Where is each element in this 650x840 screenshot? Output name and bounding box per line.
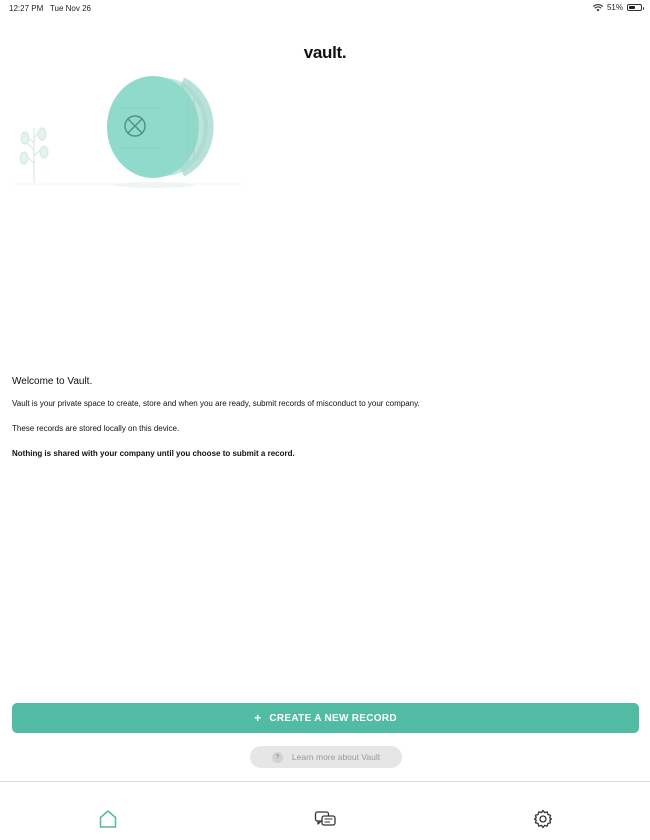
create-record-label: CREATE A NEW RECORD [269,712,397,724]
learn-more-button[interactable] [250,746,402,768]
battery-icon [627,4,642,11]
plant-icon [20,128,48,183]
vault-illustration [12,68,242,192]
vault-door-icon [107,76,209,178]
battery-percent: 51% [606,3,623,12]
plus-icon: + [254,711,262,725]
wifi-icon [593,4,603,12]
app-logo: vault. [303,43,347,62]
gear-icon[interactable] [532,808,554,830]
create-record-button[interactable] [12,703,639,733]
status-bar [0,0,650,16]
learn-more-label: Learn more about Vault [291,752,381,762]
welcome-privacy-note: Nothing is shared with your company until you choose to submit a record. [12,449,295,458]
welcome-storage-note: These records are stored locally on this device. [12,424,180,433]
welcome-description: Vault is your private space to create, store and when you are ready, submit records of misconduct to your company. [12,399,420,408]
question-icon: ? [272,752,283,763]
welcome-section [12,377,632,474]
status-time: 12:27 PM Tue Nov 26 [9,4,91,13]
chat-icon[interactable] [314,808,336,830]
tab-bar [0,781,650,840]
home-icon[interactable] [97,808,119,830]
welcome-title: Welcome to Vault. [12,376,93,387]
status-right [593,3,642,12]
